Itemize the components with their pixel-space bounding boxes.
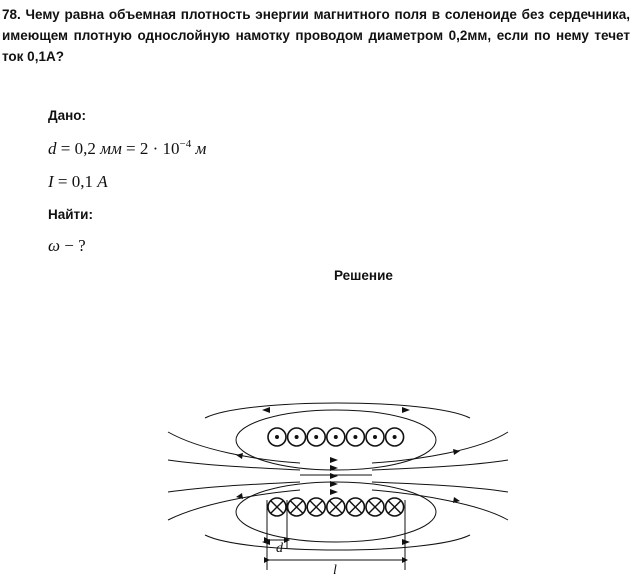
field-lines — [168, 403, 508, 550]
arrow-icon — [330, 473, 338, 479]
given-formula-d: d = 0,2 мм = $2 \cdot 10^{-4}$ м — [48, 138, 207, 158]
inner-field-arrows — [330, 457, 338, 495]
wire-dot-icon — [393, 435, 397, 439]
dimension-d-label: d — [276, 541, 283, 556]
arrow-icon — [402, 407, 410, 413]
wire-dot-icon — [295, 435, 299, 439]
wire-dot-icon — [314, 435, 318, 439]
var-i: I — [48, 172, 54, 191]
problem-text: Чему равна объемная плотность энергии магнитного поля в соленоиде без сердечника, имеющем плотную однослойную намотку проводом диаметром 0,2мм, если по нему течет ток 0,1А? — [2, 7, 630, 64]
solution-label: Решение — [334, 268, 393, 283]
given-formula-i: I = 0,1 А — [48, 172, 108, 191]
find-label: Найти: — [48, 207, 93, 222]
find-formula: ω − ? — [48, 236, 86, 255]
wire-dot-icon — [334, 435, 338, 439]
coil-top-row — [268, 428, 404, 446]
wire-dot-icon — [373, 435, 377, 439]
field-arrows — [236, 407, 460, 545]
given-label: Дано: — [48, 108, 87, 123]
arrow-icon — [330, 489, 338, 495]
var-d: d — [48, 139, 57, 158]
problem-number: 78. — [2, 7, 21, 22]
field-line-bottom-inner — [236, 482, 436, 542]
field-line-left-1 — [168, 432, 300, 463]
field-line-top-inner — [236, 410, 436, 470]
arrow-icon — [262, 407, 270, 413]
wire-dot-icon — [275, 435, 279, 439]
arrow-icon — [453, 449, 460, 455]
arrow-icon — [402, 539, 410, 545]
field-line-right-1 — [372, 432, 508, 463]
coil-bottom-row — [268, 498, 404, 516]
field-line-lower-outer — [205, 535, 470, 550]
arrow-icon — [330, 457, 338, 463]
wire-dot-icon — [353, 435, 357, 439]
dimension-l-label: l — [333, 563, 337, 578]
arrow-icon — [236, 453, 243, 459]
